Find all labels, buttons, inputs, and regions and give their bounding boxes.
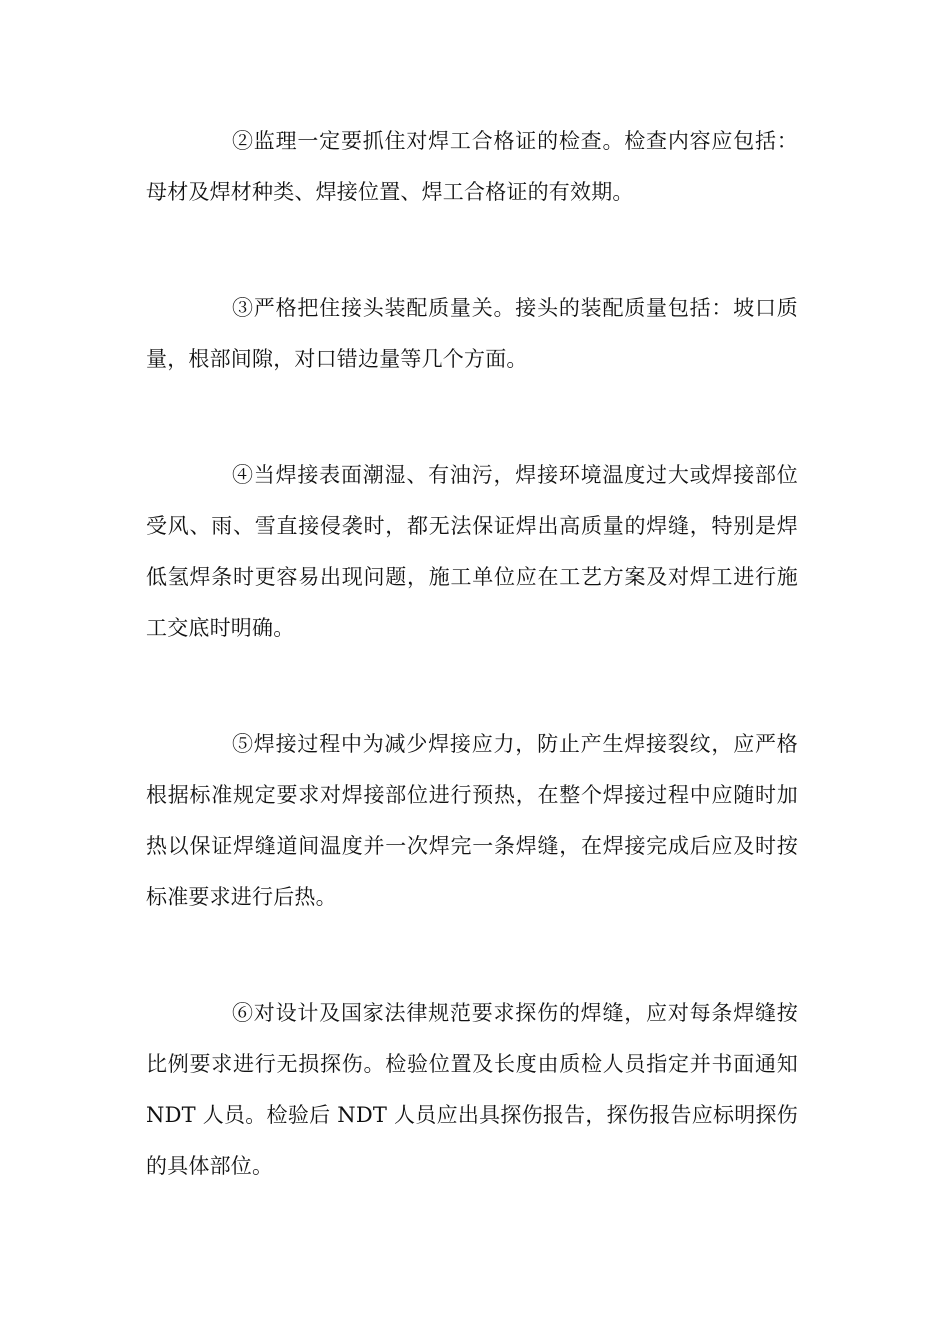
paragraph-ndt-inspection: ⑥对设计及国家法律规范要求探伤的焊缝，应对每条焊缝按比例要求进行无损探伤。检验位置及长度由质检人员指定并书面通知 NDT 人员。检验后 NDT 人员应出具探伤报告，探伤报告应标明探伤的具体部位。 xyxy=(146,1001,798,1178)
paragraph-preheat: ⑤焊接过程中为减少焊接应力，防止产生焊接裂纹，应严格根据标准规定要求对焊接部位进行预热，在整个焊接过程中应随时加热以保证焊缝道间温度并一次焊完一条焊缝，在焊接完成后应及时按标准要求进行后热。 xyxy=(146,732,798,909)
paragraph-welder-certificate: ②监理一定要抓住对焊工合格证的检查。检查内容应包括：母材及焊材种类、焊接位置、焊工合格证的有效期。 xyxy=(146,129,798,204)
document-body xyxy=(146,116,798,1257)
paragraph-welding-environment: ④当焊接表面潮湿、有油污，焊接环境温度过大或焊接部位受风、雨、雪直接侵袭时，都无法保证焊出高质量的焊缝，特别是焊低氢焊条时更容易出现问题，施工单位应在工艺方案及对焊工进行施工交底时明确。 xyxy=(146,463,798,640)
paragraph-joint-assembly: ③严格把住接头装配质量关。接头的装配质量包括：坡口质量，根部间隙，对口错边量等几个方面。 xyxy=(146,296,798,371)
